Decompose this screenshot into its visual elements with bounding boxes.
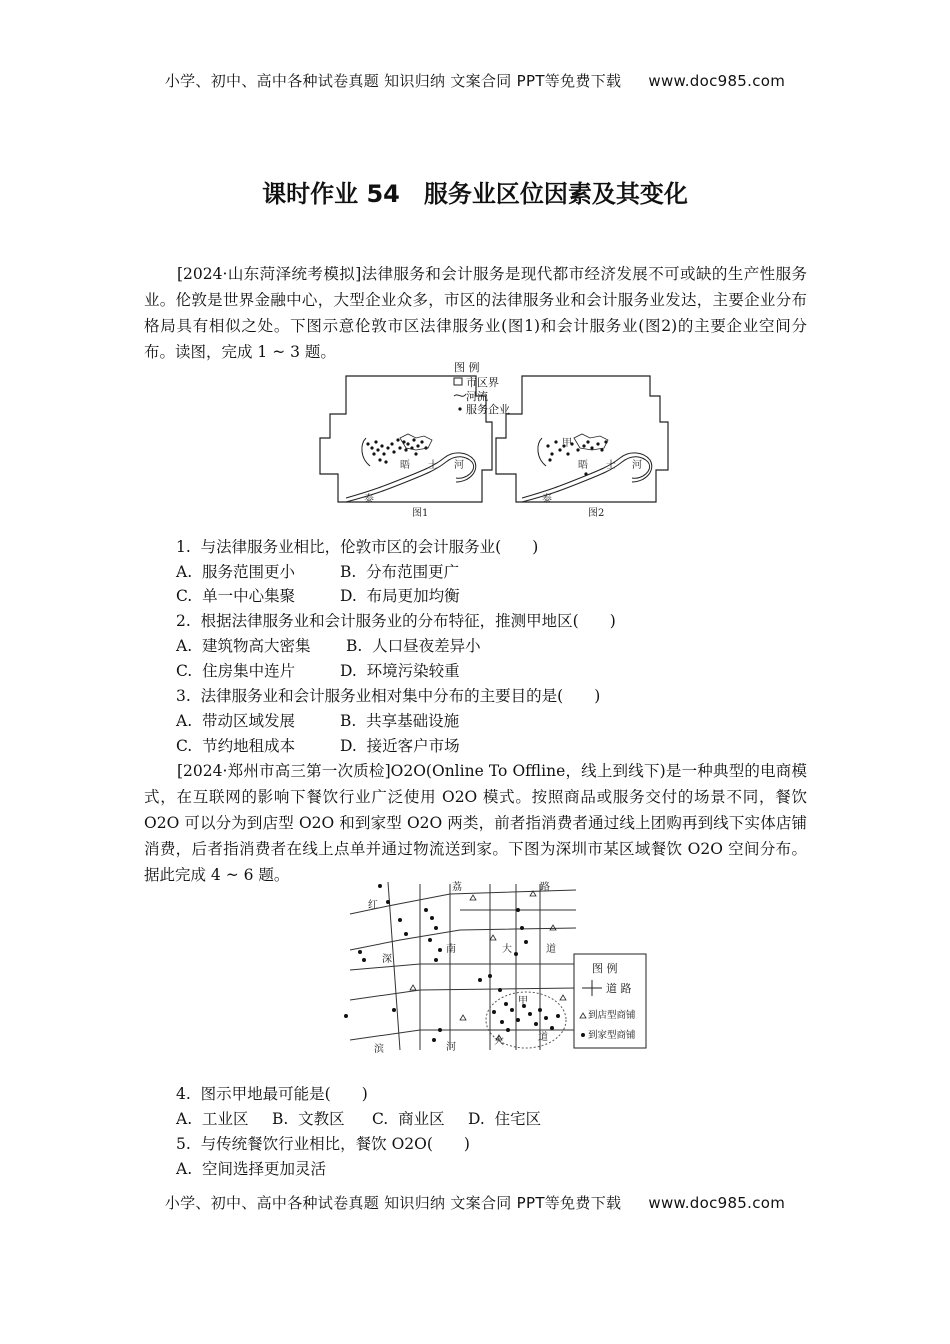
road-label-dao-2: 道	[538, 1032, 548, 1043]
road-label-dao-1: 道	[546, 944, 556, 955]
q1-option-b[interactable]: B. 分布范围更广	[340, 563, 460, 581]
map2-jia-label: 甲	[562, 438, 572, 449]
page-footer	[0, 1192, 950, 1213]
map1-river-char-1: 晤	[400, 460, 410, 471]
road-label-shen: 深	[382, 954, 392, 965]
legend2-instore-label: 到店型商铺	[588, 1010, 636, 1021]
legend1-river-label: 河流	[466, 390, 488, 403]
q4-option-d[interactable]: D. 住宅区	[468, 1110, 542, 1128]
q1-option-d[interactable]: D. 布局更加均衡	[340, 587, 460, 605]
road-label-nan: 南	[446, 944, 456, 955]
map1-tai-label: 泰	[364, 494, 374, 505]
q5-option-a[interactable]: A. 空间选择更加灵活	[176, 1160, 326, 1178]
legend1-enterprise-label: 服务企业	[466, 403, 510, 416]
road-label-bin: 滨	[374, 1044, 384, 1055]
q3-option-c[interactable]: C. 节约地租成本	[176, 737, 296, 755]
q4-option-b[interactable]: B. 文教区	[272, 1110, 345, 1128]
legend2-title: 图 例	[592, 962, 618, 975]
q2-stem: 2. 根据法律服务业和会计服务业的分布特征，推测甲地区( )	[176, 612, 616, 630]
q2-option-a[interactable]: A. 建筑物高大密集	[176, 637, 311, 655]
road-label-da-2: 大	[494, 1036, 504, 1047]
road-label-da-1: 大	[502, 944, 512, 955]
q4-option-c[interactable]: C. 商业区	[372, 1110, 445, 1128]
header-site-link[interactable]: www.doc985.com	[648, 72, 786, 90]
q1-option-c[interactable]: C. 单一中心集聚	[176, 587, 296, 605]
map1-river-char-2: 士	[428, 460, 438, 471]
q3-option-b[interactable]: B. 共享基础设施	[340, 712, 460, 730]
map2-river-char-3: 河	[632, 460, 642, 471]
london-maps-figure	[316, 362, 676, 522]
q3-stem: 3. 法律服务业和会计服务业相对集中分布的主要目的是( )	[176, 687, 601, 705]
legend2-delivery-label: 到家型商铺	[588, 1030, 636, 1041]
q2-option-c[interactable]: C. 住房集中连片	[176, 662, 296, 680]
map2-tai-label: 泰	[542, 494, 552, 505]
legend2-road-label: 道 路	[606, 982, 632, 995]
area-label-jia: 甲	[518, 996, 528, 1007]
q2-option-d[interactable]: D. 环境污染较重	[340, 662, 460, 680]
map1-enterprise-dots	[366, 438, 427, 463]
shenzhen-o2o-map	[340, 880, 650, 1058]
page-title: 课时作业 54 服务业区位因素及其变化	[262, 180, 688, 208]
header-text: 小学、初中、高中各种试卷真题 知识归纳 文案合同 PPT等免费下载	[164, 72, 622, 90]
q5-stem: 5. 与传统餐饮行业相比，餐饮 O2O( )	[176, 1135, 470, 1153]
legend1-boundary-label: 市区界	[466, 376, 499, 389]
fig2-caption: 图2	[588, 508, 605, 519]
section1-intro: [2024·山东菏泽统考模拟]法律服务和会计服务是现代都市经济发展不可或缺的生产性服务业。伦敦是世界金融中心，大型企业众多，市区的法律服务业和会计服务业发达，主要企业分布格局具有相似之处。下图示意伦敦市区法律服务业(图1)和会计服务业(图2)的主要企业空间分布。读图，完成 1 ~ 3 题。	[144, 265, 807, 361]
footer-text: 小学、初中、高中各种试卷真题 知识归纳 文案合同 PPT等免费下载	[164, 1194, 622, 1212]
footer-site-link[interactable]: www.doc985.com	[648, 1194, 786, 1212]
q4-stem: 4. 图示甲地最可能是( )	[176, 1085, 368, 1103]
road-label-li: 荔	[452, 882, 462, 893]
q1-option-a[interactable]: A. 服务范围更小	[176, 563, 295, 581]
q2-option-b[interactable]: B. 人口昼夜差异小	[346, 637, 481, 655]
section2-intro: [2024·郑州市高三第一次质检]O2O(Online To Offline，线上到线下)是一种典型的电商模式，在互联网的影响下餐饮行业广泛使用 O2O 模式。按照商品或服务交付的场景不同，餐饮 O2O 可以分为到店型 O2O 和到家型 O2O 两类，前者指消费者通过线上团购再到线下实体店铺消费，后者指消费者在线上点单并通过物流送到家。下图为深圳市某区域餐饮 O2O 空间分布。据此完成 4 ~ 6 题。	[144, 762, 807, 884]
q4-option-a[interactable]: A. 工业区	[176, 1110, 249, 1128]
q3-option-d[interactable]: D. 接近客户市场	[340, 737, 460, 755]
map1-outer-loop	[362, 438, 370, 466]
map2-river-char-2: 士	[606, 460, 616, 471]
map1-river-char-3: 河	[454, 460, 464, 471]
q1-stem: 1. 与法律服务业相比，伦敦市区的会计服务业( )	[176, 538, 539, 556]
in-store-markers	[410, 891, 566, 1040]
map2-boundary	[496, 376, 668, 502]
map2-river-char-1: 晤	[578, 460, 588, 471]
legend1-title: 图 例	[454, 362, 480, 374]
q3-option-a[interactable]: A. 带动区域发展	[176, 712, 295, 730]
road-label-he: 河	[446, 1042, 456, 1053]
road-label-lu: 路	[540, 882, 550, 893]
fig1-caption: 图1	[412, 508, 429, 519]
page-header	[0, 70, 950, 91]
road-label-hong: 红	[368, 900, 378, 911]
